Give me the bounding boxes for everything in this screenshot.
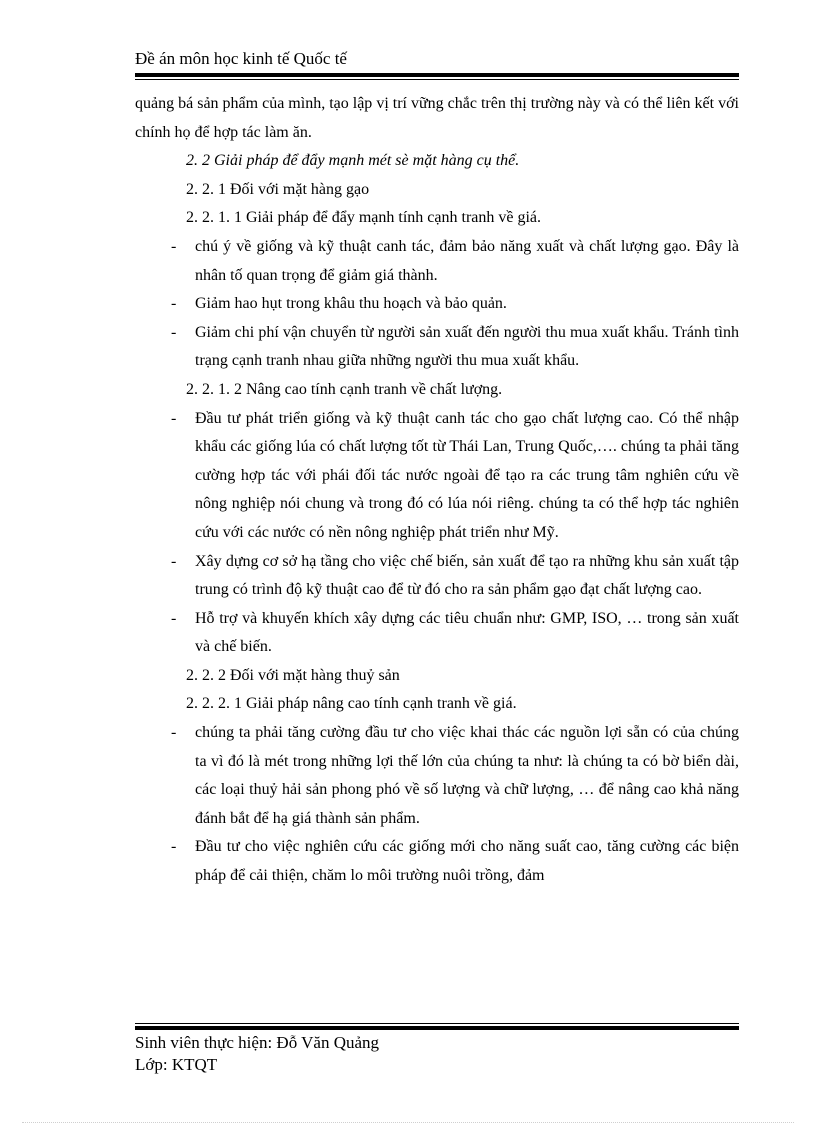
bullet-dash: - — [171, 552, 177, 570]
header-rule-thick — [135, 73, 739, 77]
bullet-text: Xây dựng cơ sở hạ tầng cho việc chế biến, sản xuất để tạo ra những khu sản xuất tập trung có trình độ kỹ thuật cao để từ đó cho ra sản phẩm gạo đạt chất lượng cao. — [195, 552, 739, 599]
bullet-dash: - — [171, 237, 177, 255]
subsubsection-heading: 2. 2. 2. 1 Giải pháp nâng cao tính cạnh tranh về giá. — [186, 695, 517, 713]
bullet-item — [135, 605, 739, 662]
bullet-dash: - — [171, 724, 177, 742]
bullet-text: Giảm chi phí vận chuyển từ người sản xuất đến người thu mua xuất khẩu. Tránh tình trạng cạnh tranh nhau giữa những người thu mua xuất khẩu. — [195, 323, 739, 370]
page-header-title: Đề án môn học kinh tế Quốc tế — [135, 49, 347, 68]
page-footer — [135, 1032, 379, 1076]
bullet-dash: - — [171, 409, 177, 427]
bullet-item — [135, 719, 739, 833]
subsubsection-heading: 2. 2. 1. 2 Nâng cao tính cạnh tranh về chất lượng. — [186, 380, 503, 398]
bullet-dash: - — [171, 323, 177, 341]
bullet-item — [135, 405, 739, 548]
subsection-heading: 2. 2. 1 Đối với mặt hàng gạo — [186, 180, 370, 198]
bullet-dash: - — [171, 838, 177, 856]
bullet-text: chúng ta phải tăng cường đầu tư cho việc khai thác các nguồn lợi sẵn có của chúng ta vì đó là mét trong những lợi thế lớn của chúng ta như: là chúng ta có bờ biển dài, các loại thuỷ hải sản phong phó về số lượng và chữ lượng, … để nâng cao khả năng đánh bắt để hạ giá thành sản phẩm. — [195, 724, 739, 827]
bullet-item — [135, 319, 739, 376]
paragraph: quảng bá sản phẩm của mình, tạo lập vị trí vững chắc trên thị trường này và có thể liên kết với chính họ để hợp tác làm ăn. — [135, 95, 739, 141]
bullet-text: chú ý về giống và kỹ thuật canh tác, đảm bảo năng xuất và chất lượng gạo. Đây là nhân tố quan trọng để giảm giá thành. — [195, 237, 739, 284]
bullet-item — [135, 548, 739, 605]
subsubsection-heading: 2. 2. 1. 1 Giải pháp để đẩy mạnh tính cạnh tranh về giá. — [186, 209, 542, 227]
bullet-text: Hỗ trợ và khuyến khích xây dựng các tiêu chuẩn như: GMP, ISO, … trong sản xuất và chế biến. — [195, 609, 739, 656]
footer-rule-thick — [135, 1026, 739, 1030]
header-rule-thin — [135, 79, 739, 80]
bullet-dash: - — [171, 609, 177, 627]
footer-rule-thin — [135, 1023, 739, 1024]
bullet-text: Giảm hao hụt trong khâu thu hoạch và bảo quản. — [195, 295, 507, 313]
bullet-item — [135, 290, 739, 319]
bullet-text: Đầu tư phát triển giống và kỹ thuật canh tác cho gạo chất lượng cao. Có thể nhập khẩu các giống lúa có chất lượng tốt từ Thái Lan, Trung Quốc,…. chúng ta phải tăng cường hợp tác với phái đối tác nước ngoài để tạo ra các trung tâm nghiên cứu về nông nghiệp nói chung và trong đó có lúa nói riêng. chúng ta có thể hợp tác nghiên cứu với các nước có nền nông nghiệp phát triển như Mỹ. — [195, 409, 739, 541]
bullet-text: Đầu tư cho việc nghiên cứu các giống mới cho năng suất cao, tăng cường các biện pháp để cải thiện, chăm lo môi trường nuôi trồng, đảm — [195, 838, 739, 885]
subsection-heading: 2. 2. 2 Đối với mặt hàng thuỷ sản — [186, 666, 400, 684]
footer-class: Lớp: KTQT — [135, 1055, 218, 1074]
footer-student: Sinh viên thực hiện: Đỗ Văn Quảng — [135, 1033, 380, 1052]
bullet-dash: - — [171, 295, 177, 313]
bullet-item — [135, 233, 739, 290]
bullet-item — [135, 833, 739, 890]
section-heading: 2. 2 Giải pháp để đẩy mạnh mét sè mặt hàng cụ thể. — [186, 152, 520, 170]
document-body — [135, 90, 739, 891]
